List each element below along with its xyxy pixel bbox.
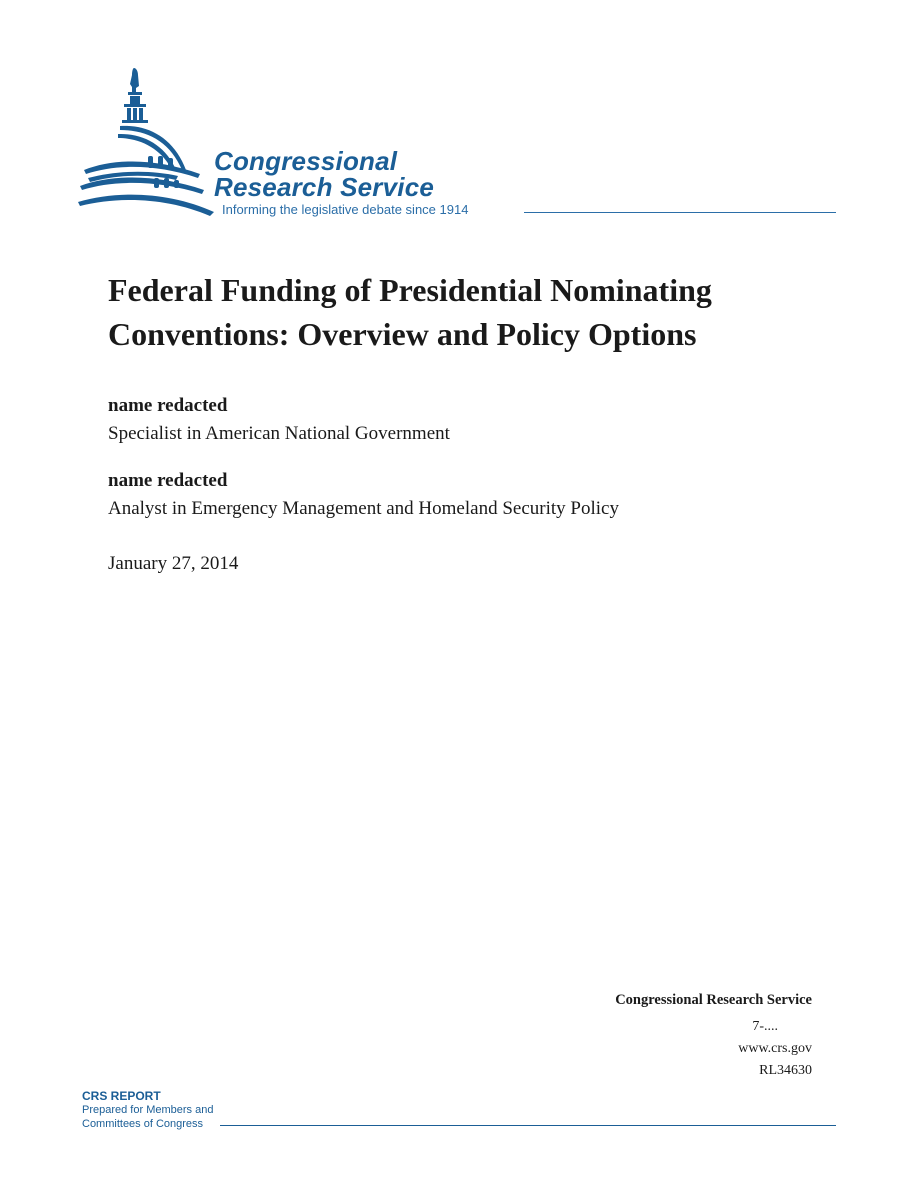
logo-wordmark-line1: Congressional: [214, 146, 398, 176]
tagline-row: [222, 203, 836, 219]
tagline: Informing the legislative debate since 1914: [222, 202, 469, 217]
footer-line-2: Committees of Congress: [82, 1118, 204, 1130]
footer: [82, 1089, 836, 1133]
capitol-dome-icon: [78, 66, 218, 218]
footer-rule: [220, 1125, 836, 1126]
author-1-name: name redacted: [108, 395, 228, 416]
report-code: 7-....: [752, 1019, 778, 1034]
report-number: RL34630: [759, 1063, 812, 1078]
tagline-rule: [524, 212, 836, 213]
author-1-role: Specialist in American National Government: [108, 423, 450, 444]
organization-name: Congressional Research Service: [615, 992, 812, 1008]
logo-wordmark-line2: Research Service: [214, 172, 435, 202]
footer-label: CRS REPORT: [82, 1089, 161, 1103]
report-date: January 27, 2014: [108, 553, 239, 574]
author-2-role: Analyst in Emergency Management and Homeland Security Policy: [108, 498, 619, 519]
author-2-name: name redacted: [108, 470, 228, 491]
report-title: Federal Funding of Presidential Nominating Conventions: Overview and Policy Options: [108, 272, 712, 352]
website-link[interactable]: www.crs.gov: [738, 1041, 812, 1056]
footer-line-1: Prepared for Members and: [82, 1104, 214, 1116]
